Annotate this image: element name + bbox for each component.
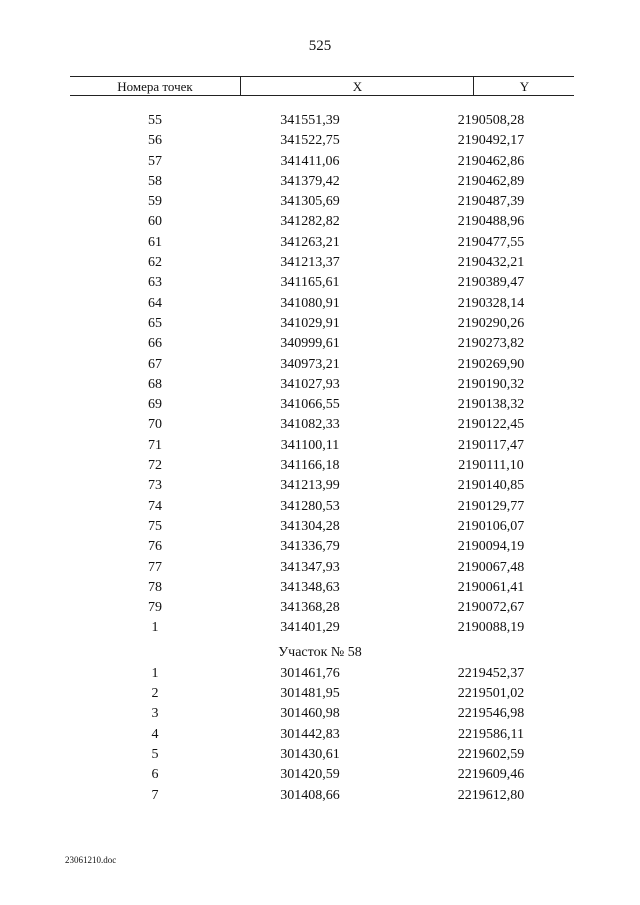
point-number: 4 <box>151 726 159 742</box>
table-row <box>0 395 640 415</box>
table-row <box>0 294 640 314</box>
coordinate-table-body <box>0 111 640 806</box>
table-header <box>70 76 574 96</box>
table-row <box>0 558 640 578</box>
y-coordinate: 2190290,26 <box>457 315 525 331</box>
point-number: 74 <box>148 498 162 514</box>
x-coordinate: 341029,91 <box>280 315 340 331</box>
point-number: 1 <box>151 665 159 681</box>
y-coordinate: 2190508,28 <box>457 113 525 128</box>
point-number: 68 <box>148 376 162 392</box>
x-coordinate: 301408,66 <box>280 787 340 803</box>
y-coordinate: 2219612,80 <box>457 787 525 803</box>
x-coordinate: 341213,37 <box>280 255 340 271</box>
table-row <box>0 456 640 476</box>
x-coordinate: 301420,59 <box>280 767 340 783</box>
header-point-numbers: Номера точек <box>117 79 193 94</box>
point-number: 75 <box>148 518 162 534</box>
y-coordinate: 2219501,02 <box>457 686 525 702</box>
point-number: 63 <box>148 275 162 291</box>
x-coordinate: 341401,29 <box>280 620 340 636</box>
y-coordinate: 2190138,32 <box>457 397 525 413</box>
point-number: 77 <box>148 559 162 575</box>
table-row <box>0 131 640 151</box>
point-number: 67 <box>148 356 162 372</box>
table-row <box>0 725 640 745</box>
point-number: 58 <box>148 173 162 189</box>
table-row <box>0 355 640 375</box>
table-row <box>0 436 640 456</box>
table-row <box>0 152 640 172</box>
table-row <box>0 111 640 131</box>
point-number: 7 <box>151 787 159 803</box>
x-coordinate: 341551,39 <box>280 113 340 128</box>
table-row <box>0 618 640 638</box>
x-coordinate: 341522,75 <box>280 133 340 149</box>
footer-filename: 23061210.doc <box>65 855 117 865</box>
table-row <box>0 786 640 806</box>
table-row <box>0 273 640 293</box>
table-row <box>0 172 640 192</box>
x-coordinate: 341066,55 <box>280 397 340 413</box>
table-row <box>0 476 640 496</box>
point-number: 56 <box>148 133 162 149</box>
table-row <box>0 664 640 684</box>
point-number: 78 <box>148 579 162 595</box>
point-number: 59 <box>148 194 162 210</box>
x-coordinate: 341100,11 <box>280 437 340 453</box>
x-coordinate: 341282,82 <box>280 214 340 230</box>
point-number: 72 <box>148 458 162 474</box>
y-coordinate: 2190129,77 <box>457 498 525 514</box>
point-number: 57 <box>148 153 162 169</box>
point-number: 55 <box>148 113 162 128</box>
point-number: 64 <box>148 295 162 311</box>
point-number: 6 <box>151 767 159 783</box>
y-coordinate: 2219602,59 <box>457 746 525 762</box>
point-number: 61 <box>148 234 162 250</box>
y-coordinate: 2190117,47 <box>458 437 524 453</box>
x-coordinate: 341027,93 <box>280 376 340 392</box>
page-number: 525 <box>308 38 332 54</box>
y-coordinate: 2219452,37 <box>457 665 525 681</box>
point-number: 62 <box>148 255 162 271</box>
table-row <box>0 233 640 253</box>
y-coordinate: 2190067,48 <box>457 559 525 575</box>
table-row <box>0 578 640 598</box>
x-coordinate: 301460,98 <box>280 706 340 722</box>
y-coordinate: 2219546,98 <box>457 706 525 722</box>
point-number: 76 <box>148 539 162 555</box>
y-coordinate: 2190072,67 <box>457 600 525 616</box>
x-coordinate: 341304,28 <box>280 518 340 534</box>
x-coordinate: 341082,33 <box>280 417 340 433</box>
table-row <box>0 253 640 273</box>
x-coordinate: 301461,76 <box>280 665 340 681</box>
table-row <box>0 314 640 334</box>
y-coordinate: 2190492,17 <box>457 133 525 149</box>
point-number: 69 <box>148 397 162 413</box>
header-y: Y <box>473 77 575 95</box>
x-coordinate: 341165,61 <box>280 275 340 291</box>
x-coordinate: 340999,61 <box>280 336 340 352</box>
y-coordinate: 2190106,07 <box>457 518 525 534</box>
table-row <box>0 684 640 704</box>
point-number: 66 <box>148 336 162 352</box>
table-row <box>0 745 640 765</box>
point-number: 60 <box>148 214 162 230</box>
x-coordinate: 341080,91 <box>280 295 340 311</box>
table-row <box>0 537 640 557</box>
y-coordinate: 2190462,86 <box>457 153 525 169</box>
table-row <box>0 192 640 212</box>
y-coordinate: 2190122,45 <box>457 417 525 433</box>
x-coordinate: 301481,95 <box>280 686 340 702</box>
point-number: 65 <box>148 315 162 331</box>
x-coordinate: 341336,79 <box>280 539 340 555</box>
table-row <box>0 212 640 232</box>
x-coordinate: 341348,63 <box>280 579 340 595</box>
y-coordinate: 2219609,46 <box>457 767 525 783</box>
y-coordinate: 2190488,96 <box>457 214 525 230</box>
y-coordinate: 2190140,85 <box>457 478 525 494</box>
y-coordinate: 2190462,89 <box>457 173 525 189</box>
table-row <box>0 334 640 354</box>
point-number: 2 <box>151 686 159 702</box>
x-coordinate: 341166,18 <box>280 458 340 474</box>
x-coordinate: 341280,53 <box>280 498 340 514</box>
table-row <box>0 375 640 395</box>
x-coordinate: 341379,42 <box>280 173 340 189</box>
y-coordinate: 2190094,19 <box>457 539 525 555</box>
point-number: 5 <box>151 746 159 762</box>
y-coordinate: 2190061,41 <box>457 579 525 595</box>
y-coordinate: 2190487,39 <box>457 194 525 210</box>
y-coordinate: 2190477,55 <box>457 234 525 250</box>
table-row <box>0 765 640 785</box>
table-row <box>0 517 640 537</box>
x-coordinate: 341368,28 <box>280 600 340 616</box>
table-row <box>0 598 640 618</box>
y-coordinate: 2190328,14 <box>457 295 525 311</box>
table-row <box>0 415 640 435</box>
y-coordinate: 2190190,32 <box>457 376 525 392</box>
y-coordinate: 2190269,90 <box>457 356 525 372</box>
y-coordinate: 2190432,21 <box>457 255 525 271</box>
y-coordinate: 2219586,11 <box>458 726 524 742</box>
point-number: 79 <box>148 600 162 616</box>
y-coordinate: 2190273,82 <box>457 336 525 352</box>
point-number: 70 <box>148 417 162 433</box>
table-row <box>0 497 640 517</box>
x-coordinate: 341213,99 <box>280 478 340 494</box>
table-row <box>0 704 640 724</box>
point-number: 1 <box>151 620 159 636</box>
x-coordinate: 341411,06 <box>280 153 340 169</box>
y-coordinate: 2190088,19 <box>457 620 525 636</box>
x-coordinate: 301442,83 <box>280 726 340 742</box>
x-coordinate: 341263,21 <box>280 234 340 250</box>
x-coordinate: 301430,61 <box>280 746 340 762</box>
point-number: 73 <box>148 478 162 494</box>
header-x: X <box>240 77 474 95</box>
x-coordinate: 340973,21 <box>280 356 340 372</box>
x-coordinate: 341347,93 <box>280 559 340 575</box>
point-number: 71 <box>148 437 162 453</box>
x-coordinate: 341305,69 <box>280 194 340 210</box>
point-number: 3 <box>151 706 159 722</box>
y-coordinate: 2190111,10 <box>458 458 524 474</box>
y-coordinate: 2190389,47 <box>457 275 525 291</box>
section-title: Участок № 58 <box>278 644 362 660</box>
